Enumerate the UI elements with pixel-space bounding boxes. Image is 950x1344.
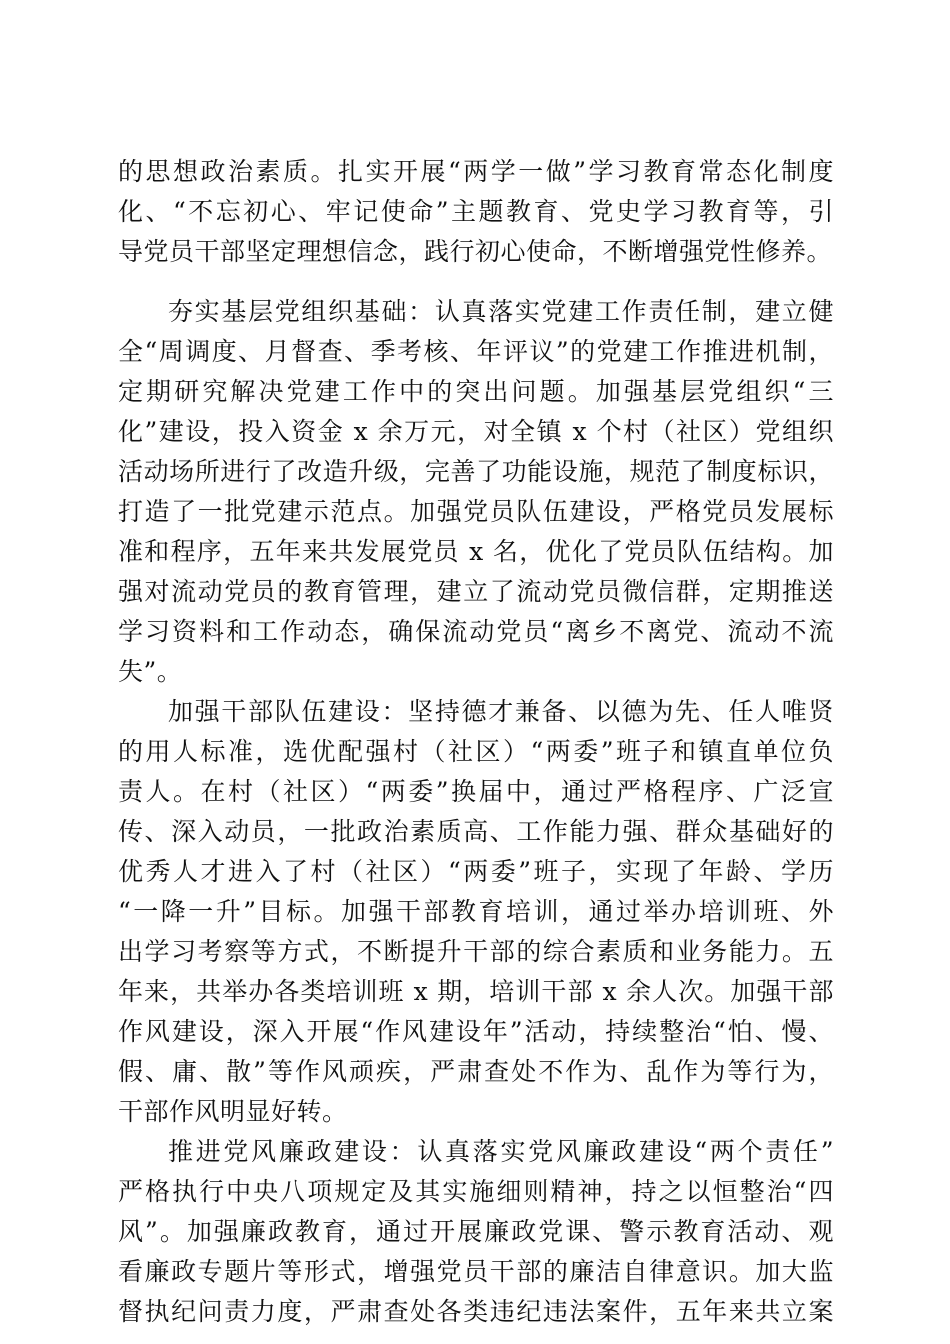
text-line: 化、“不忘初心、牢记使命”主题教育、党史学习教育等，引 bbox=[118, 197, 834, 226]
paragraph-heading-line: 夯实基层党组织基础：认真落实党建工作责任制，建立健 bbox=[168, 297, 834, 326]
text-line: 定期研究解决党建工作中的突出问题。加强基层党组织“三 bbox=[118, 377, 834, 406]
text-line: 严格执行中央八项规定及其实施细则精神，持之以恒整治“四 bbox=[118, 1177, 834, 1206]
paragraph-heading-line: 推进党风廉政建设：认真落实党风廉政建设“两个责任” bbox=[168, 1137, 834, 1166]
text-line: 督执纪问责力度，严肃查处各类违纪违法案件，五年来共立案 bbox=[118, 1297, 834, 1326]
text-line: 导党员干部坚定理想信念，践行初心使命，不断增强党性修养。 bbox=[118, 237, 833, 266]
text-line: 作风建设，深入开展“作风建设年”活动，持续整治“怕、慢、 bbox=[118, 1017, 834, 1046]
text-line: 失”。 bbox=[118, 657, 183, 686]
text-line: 传、深入动员，一批政治素质高、工作能力强、群众基础好的 bbox=[118, 817, 834, 846]
text-line: 学习资料和工作动态，确保流动党员“离乡不离党、流动不流 bbox=[118, 617, 834, 646]
text-line: 强对流动党员的教育管理，建立了流动党员微信群，定期推送 bbox=[118, 577, 834, 606]
text-line: 活动场所进行了改造升级，完善了功能设施，规范了制度标识， bbox=[118, 457, 834, 486]
text-line: 化”建设，投入资金 x 余万元，对全镇 x 个村（社区）党组织 bbox=[118, 417, 834, 446]
text-line: 的思想政治素质。扎实开展“两学一做”学习教育常态化制度 bbox=[118, 157, 834, 186]
text-line: 优秀人才进入了村（社区）“两委”班子，实现了年龄、学历 bbox=[118, 857, 834, 886]
text-line: 打造了一批党建示范点。加强党员队伍建设，严格党员发展标 bbox=[118, 497, 834, 526]
text-line: 责人。在村（社区）“两委”换届中，通过严格程序、广泛宣 bbox=[118, 777, 834, 806]
text-line: 假、庸、散”等作风顽疾，严肃查处不作为、乱作为等行为， bbox=[118, 1057, 834, 1086]
text-line: 干部作风明显好转。 bbox=[118, 1097, 348, 1126]
text-line: 年来，共举办各类培训班 x 期，培训干部 x 余人次。加强干部 bbox=[118, 977, 834, 1006]
text-line: “一降一升”目标。加强干部教育培训，通过举办培训班、外 bbox=[118, 897, 834, 926]
text-line: 看廉政专题片等形式，增强党员干部的廉洁自律意识。加大监 bbox=[118, 1257, 834, 1286]
text-line: 出学习考察等方式，不断提升干部的综合素质和业务能力。五 bbox=[118, 937, 834, 966]
text-line: 的用人标准，选优配强村（社区）“两委”班子和镇直单位负 bbox=[118, 737, 834, 766]
text-line: 风”。加强廉政教育，通过开展廉政党课、警示教育活动、观 bbox=[118, 1217, 834, 1246]
text-line: 准和程序，五年来共发展党员 x 名，优化了党员队伍结构。加 bbox=[118, 537, 834, 566]
paragraph-heading-line: 加强干部队伍建设：坚持德才兼备、以德为先、任人唯贤 bbox=[168, 697, 834, 726]
text-line: 全“周调度、月督查、季考核、年评议”的党建工作推进机制， bbox=[118, 337, 834, 366]
